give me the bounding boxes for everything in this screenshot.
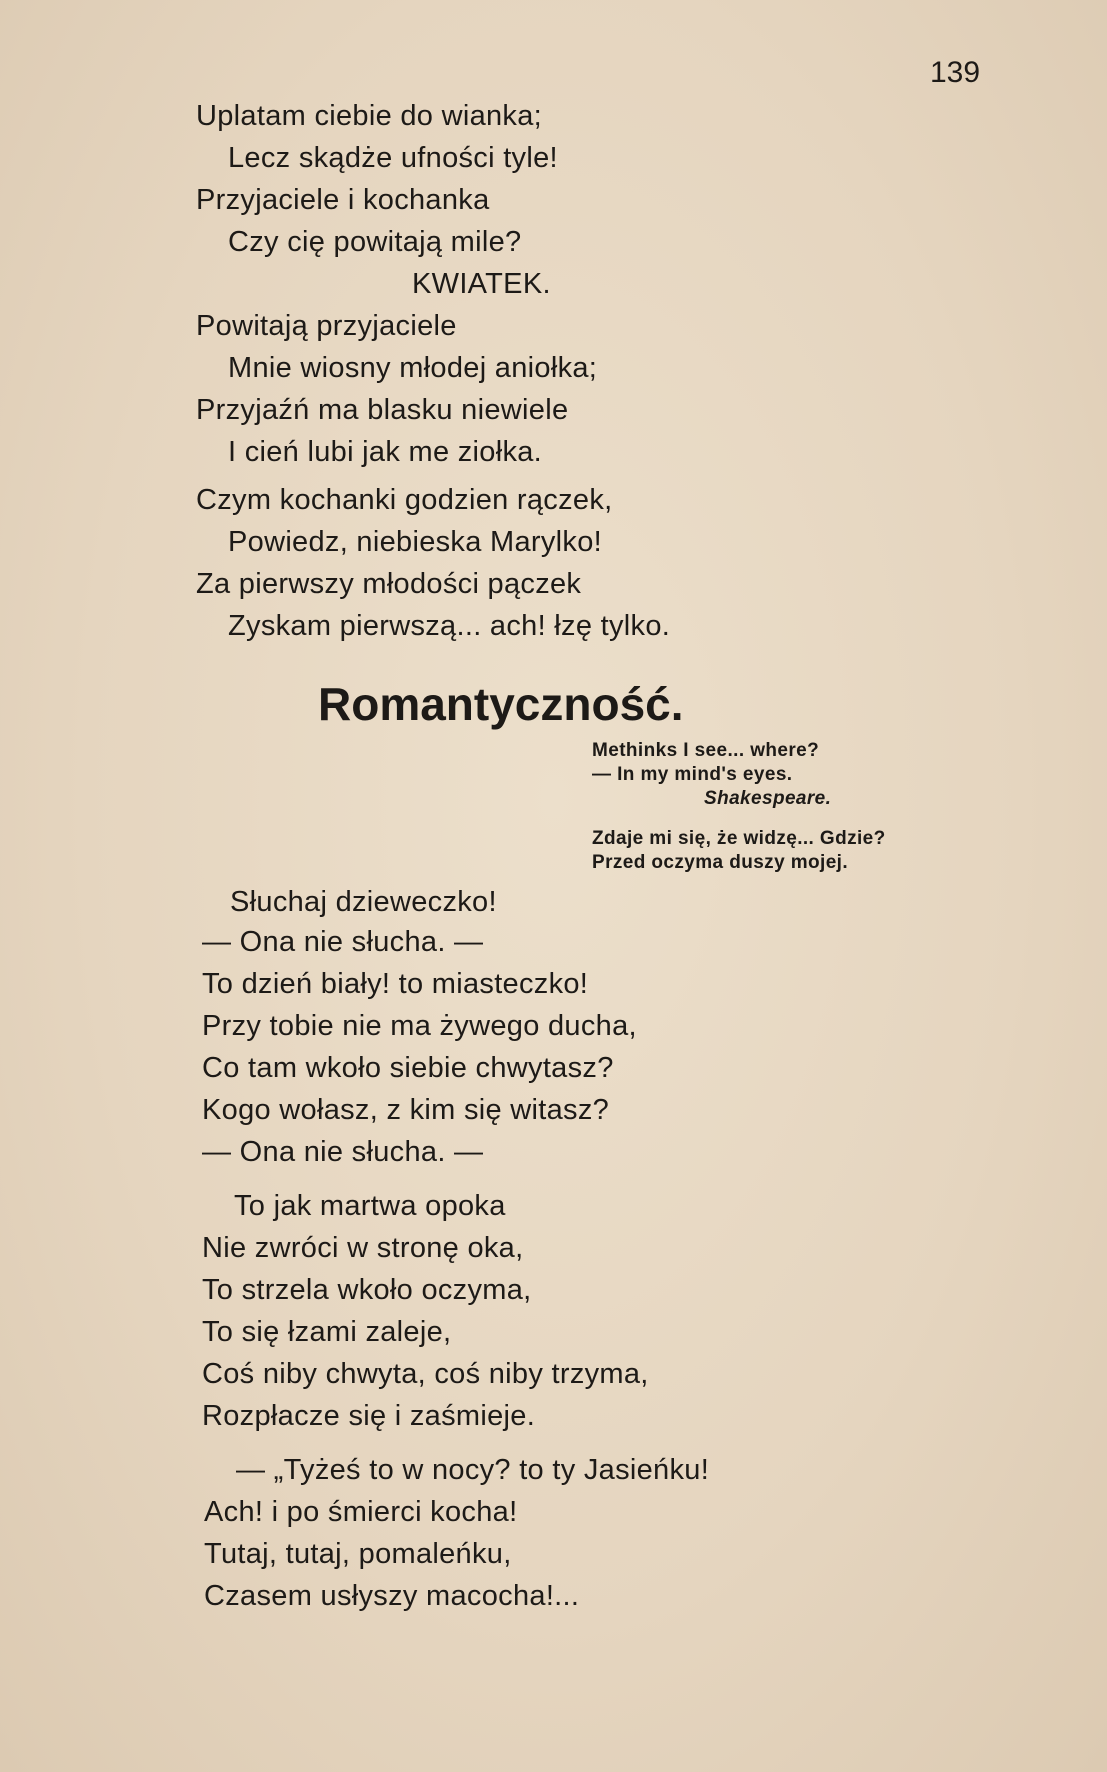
verse-line: Uplatam ciebie do wianka; — [196, 100, 543, 132]
page-number: 139 — [930, 56, 981, 89]
verse-line: To dzień biały! to miasteczko! — [202, 968, 589, 1000]
verse-line: To się łzami zaleje, — [202, 1316, 452, 1348]
verse-line: To strzela wkoło oczyma, — [202, 1274, 532, 1306]
epigraph-line: Zdaje mi się, że widzę... Gdzie? — [592, 828, 886, 849]
verse-line: Przy tobie nie ma żywego ducha, — [202, 1010, 637, 1042]
verse-line: Przyjaźń ma blasku niewiele — [196, 394, 569, 426]
verse-line: Czy cię powitają mile? — [228, 226, 522, 258]
verse-line: Zyskam pierwszą... ach! łzę tylko. — [228, 610, 671, 642]
epigraph-line: — In my mind's eyes. — [592, 764, 793, 785]
verse-line: Co tam wkoło siebie chwytasz? — [202, 1052, 614, 1084]
verse-line: Za pierwszy młodości pączek — [196, 568, 582, 600]
verse-line: Przyjaciele i kochanka — [196, 184, 490, 216]
verse-line: Lecz skądże ufności tyle! — [228, 142, 558, 174]
verse-line: — „Tyżeś to w nocy? to ty Jasieńku! — [236, 1454, 710, 1486]
verse-line: Kogo wołasz, z kim się witasz? — [202, 1094, 610, 1126]
verse-line: Rozpłacze się i zaśmieje. — [202, 1400, 536, 1432]
verse-line: — Ona nie słucha. — — [202, 1136, 484, 1168]
verse-line: Powitają przyjaciele — [196, 310, 457, 342]
verse-line: I cień lubi jak me ziołka. — [228, 436, 543, 468]
verse-line: Słuchaj dzieweczko! — [230, 886, 497, 918]
verse-line: Powiedz, niebieska Marylko! — [228, 526, 602, 558]
poem-title: Romantyczność. — [318, 678, 684, 730]
verse-line: Nie zwróci w stronę oka, — [202, 1232, 524, 1264]
verse-line: To jak martwa opoka — [234, 1190, 506, 1222]
speaker-heading: KWIATEK. — [412, 268, 551, 300]
verse-line: — Ona nie słucha. — — [202, 926, 484, 958]
epigraph-attribution: Shakespeare. — [704, 788, 832, 809]
verse-line: Czym kochanki godzien rączek, — [196, 484, 613, 516]
epigraph-line: Methinks I see... where? — [592, 740, 820, 761]
epigraph-line: Przed oczyma duszy mojej. — [592, 852, 849, 873]
verse-line: Tutaj, tutaj, pomaleńku, — [204, 1538, 512, 1570]
verse-line: Ach! i po śmierci kocha! — [204, 1496, 518, 1528]
verse-line: Czasem usłyszy macocha!... — [204, 1580, 580, 1612]
verse-line: Mnie wiosny młodej aniołka; — [228, 352, 598, 384]
verse-line: Coś niby chwyta, coś niby trzyma, — [202, 1358, 649, 1390]
